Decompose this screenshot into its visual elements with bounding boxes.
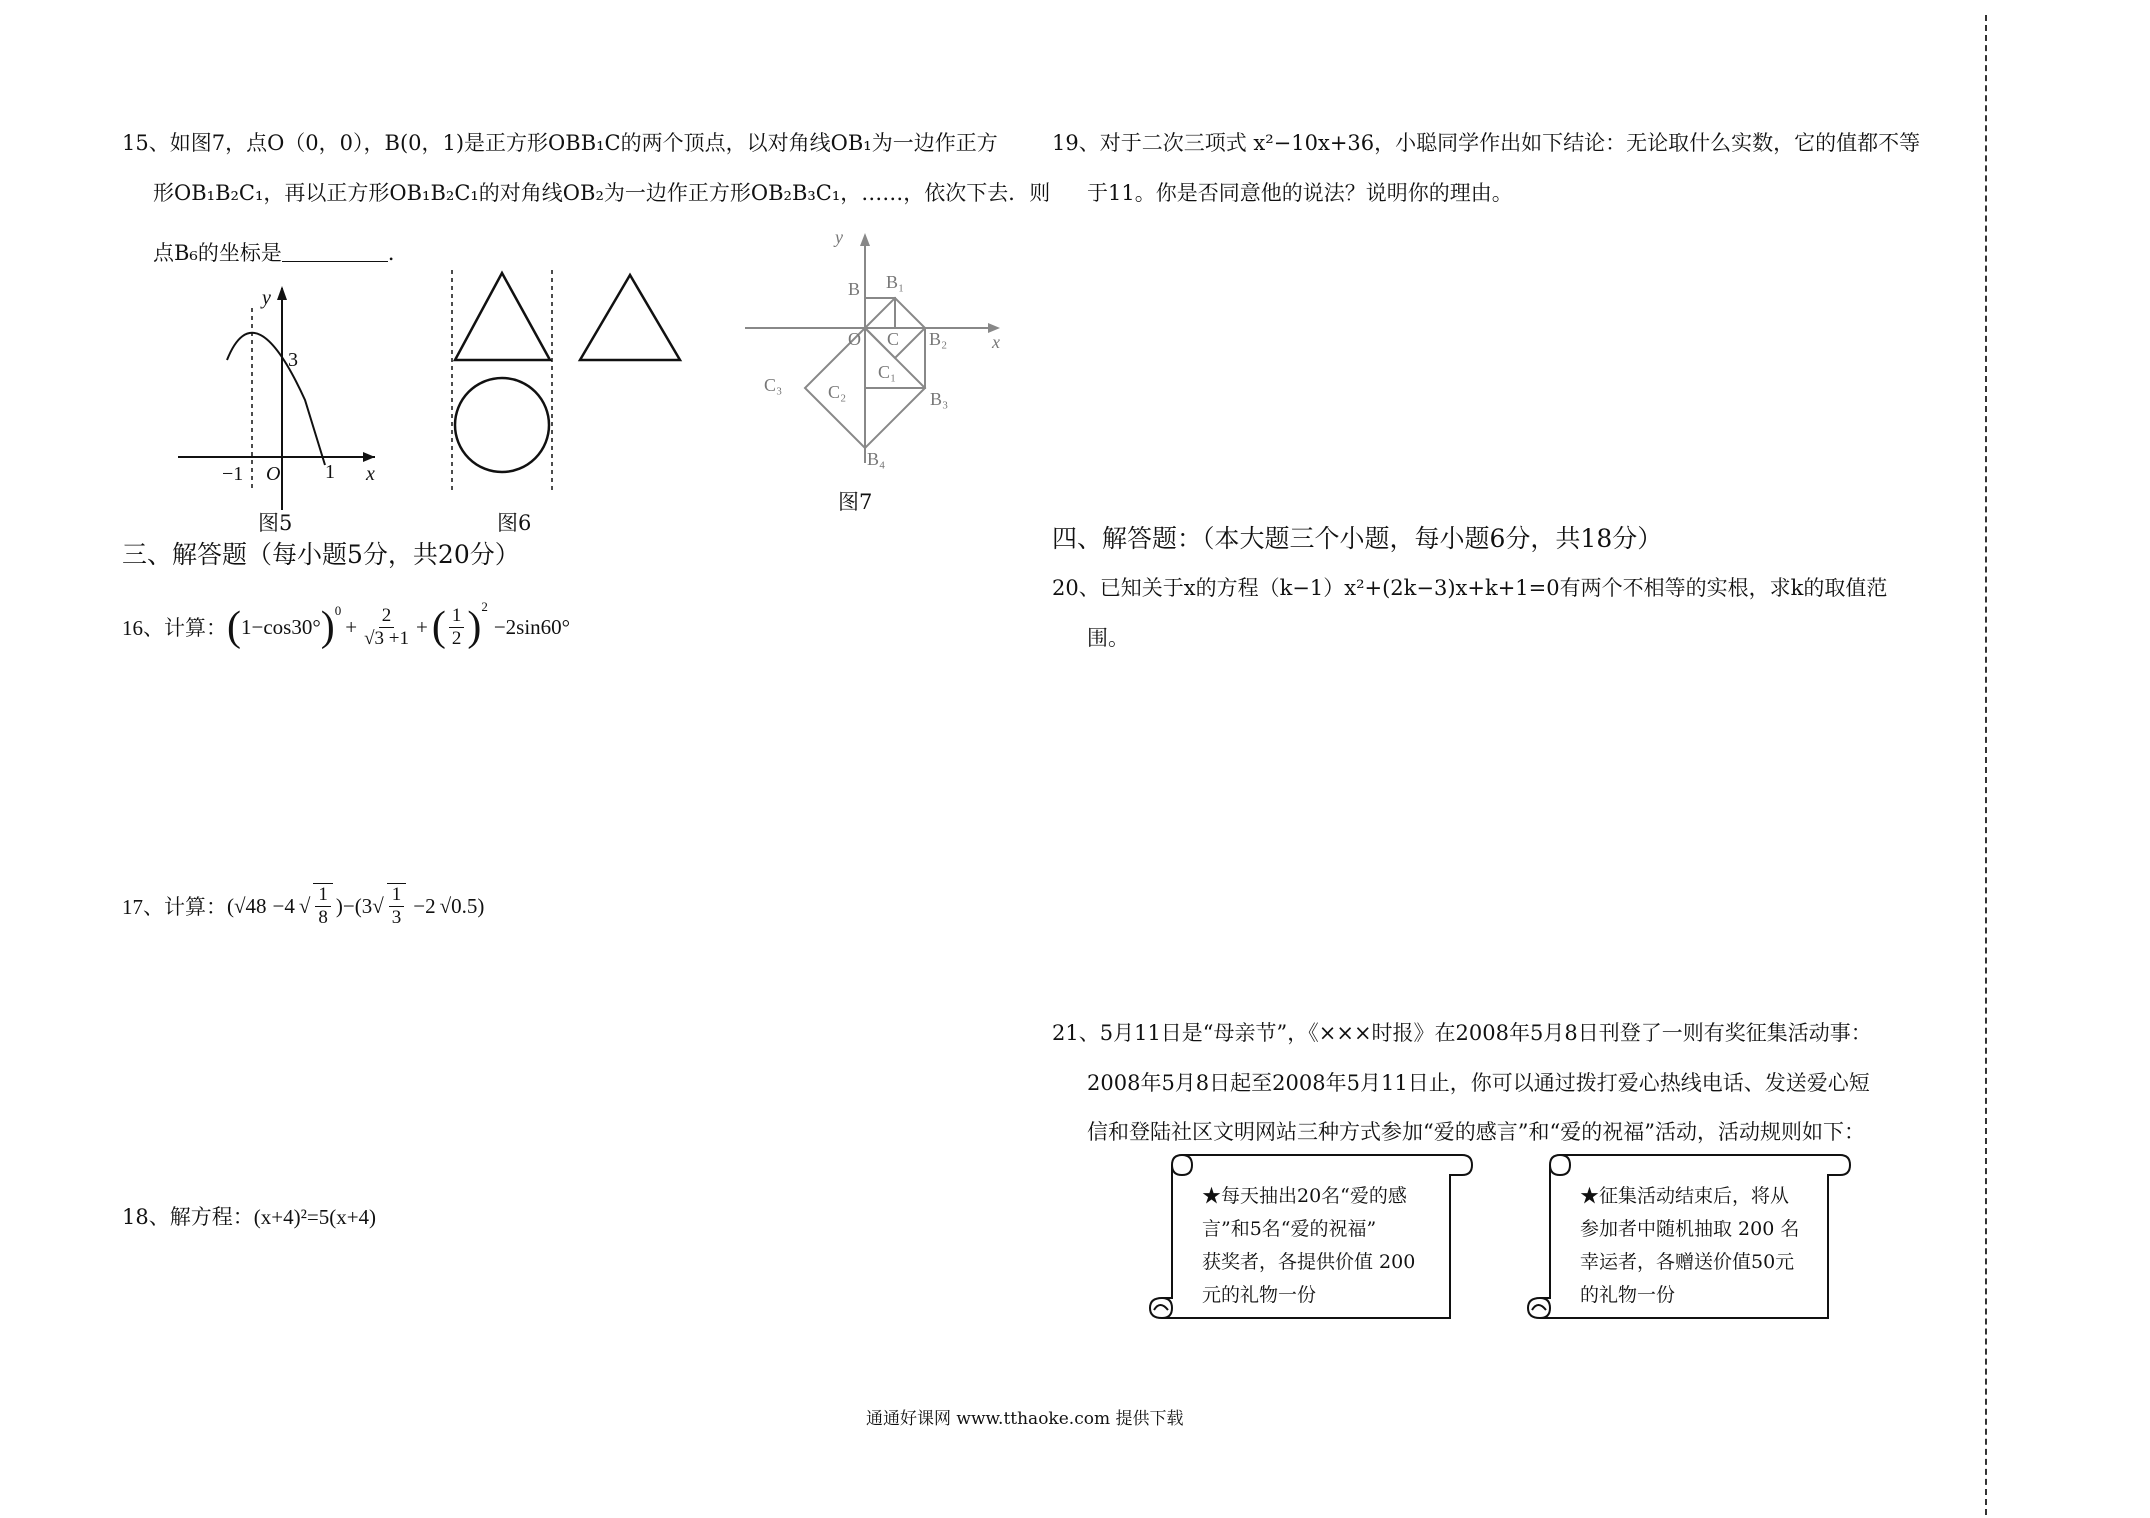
scroll-2-line: 的礼物一份 — [1580, 1284, 1676, 1306]
figure-7-squares — [740, 228, 1010, 468]
q17-root-half: √0.5 — [439, 893, 478, 918]
fig5-three-label: 3 — [288, 349, 298, 371]
q16-term-a: 1−cos30° — [241, 614, 321, 639]
q21-line3: 信和登陆社区文明网站三种方式参加“爱的感言”和“爱的祝福”活动，活动规则如下： — [1087, 1120, 1865, 1144]
y-axis-arrow — [860, 233, 870, 246]
q17-minus-2: −2 — [413, 893, 436, 918]
q16-paren2-open: ( — [431, 604, 446, 650]
q15-line3-end: ． — [387, 241, 409, 265]
q16-tail: −2sin60° — [493, 614, 571, 639]
fig7-label-B1: B₁ — [886, 272, 905, 292]
q17-minus-4: −4 — [272, 893, 295, 918]
scroll-1-text — [1202, 1180, 1415, 1312]
fold-line — [1985, 15, 1987, 1515]
q18-expression: (x+4)²=5(x+4) — [253, 1205, 377, 1229]
q20-line1: 20、已知关于x的方程（k−1）x²+(2k−3)x+k+1=0有两个不相等的实根，求k的取值范 — [1052, 576, 1888, 600]
q15-line3 — [153, 243, 409, 264]
x-axis-arrow — [363, 452, 375, 462]
fig7-label-C: C — [887, 329, 900, 349]
figure-5-caption: 图5 — [258, 511, 293, 535]
figure-5-graph — [170, 280, 390, 530]
q17-fraction-1-num: 1 — [315, 884, 331, 907]
q17-middle: )−(3 — [335, 893, 373, 918]
q16-plus-2: + — [415, 614, 428, 639]
triangle-side — [580, 275, 680, 360]
circle-top — [455, 378, 549, 472]
q21-line1: 21、5月11日是“母亲节”，《×××时报》在2008年5月8日刊登了一则有奖征集活动事： — [1052, 1021, 1872, 1045]
y-axis-arrow — [277, 286, 287, 300]
q16-fraction-1-num: 2 — [379, 605, 395, 628]
q17-open-paren: ( — [227, 893, 234, 918]
scroll-2-text — [1580, 1180, 1799, 1312]
q16-plus-1: + — [345, 614, 358, 639]
q16-expression — [122, 597, 570, 657]
q18-label: 18、解方程： — [122, 1205, 254, 1229]
q16-exp-0: 0 — [334, 603, 342, 618]
q17-fraction-1-den: 8 — [318, 907, 328, 928]
q17-fraction-1 — [313, 883, 333, 929]
fig7-label-C2: C₂ — [828, 382, 847, 402]
q16-exp-2: 2 — [481, 599, 488, 614]
q17-root-48: √48 — [234, 893, 267, 918]
fig7-label-C1: C₁ — [878, 362, 897, 382]
q16-paren-open: ( — [227, 604, 241, 650]
fig7-label-C3: C₃ — [764, 375, 783, 395]
q16-fraction-2-den: 2 — [451, 627, 462, 649]
scroll-1-line: 言”和5名“爱的祝福” — [1202, 1218, 1377, 1240]
q20-line2: 围。 — [1087, 626, 1129, 650]
q16-paren-close: ) — [320, 604, 335, 650]
figure-6 — [440, 265, 690, 495]
fig7-label-B4: B₄ — [867, 449, 886, 469]
q16-fraction-1-den: √3 +1 — [364, 627, 409, 649]
q15-line3-text: 点B₆的坐标是 — [153, 241, 282, 265]
parabola-curve — [227, 333, 325, 465]
fig7-label-B2: B₂ — [929, 329, 948, 349]
q16-fraction-2-num: 1 — [449, 605, 465, 628]
fig7-label-B: B — [848, 279, 861, 299]
fig5-origin: O — [266, 463, 281, 485]
q17-fraction-2 — [387, 883, 407, 929]
q17-fraction-2-num: 1 — [389, 884, 405, 907]
q16-paren2-close: ) — [467, 604, 482, 650]
scroll-2-line: ★征集活动结束后，将从 — [1580, 1185, 1790, 1207]
q19-line2: 于11。你是否同意他的说法？说明你的理由。 — [1087, 181, 1513, 205]
scroll-1-line: 元的礼物一份 — [1202, 1284, 1317, 1306]
figure-6-caption: 图6 — [497, 511, 532, 535]
figure-5 — [170, 280, 390, 530]
triangle-front — [455, 273, 550, 360]
q21-line2: 2008年5月8日起至2008年5月11日止，你可以通过拨打爱心热线电话、发送爱心短 — [1087, 1071, 1870, 1095]
section-3-heading: 三、解答题（每小题5分，共20分） — [122, 540, 520, 569]
figure-7-caption: 图7 — [838, 490, 873, 514]
q17-fraction-2-den: 3 — [391, 907, 402, 928]
scroll-rule-1 — [1140, 1150, 1480, 1330]
q17-close-paren: ) — [477, 893, 485, 918]
fig5-one: 1 — [325, 461, 335, 483]
scroll-1-line: ★每天抽出20名“爱的感 — [1202, 1185, 1407, 1207]
fig7-x-label: x — [992, 332, 1000, 352]
fig5-y-label: y — [262, 287, 271, 309]
q16-fraction-1 — [364, 605, 409, 650]
fig7-label-B3: B₃ — [930, 389, 949, 409]
q15-line1: 15、如图7，点O（0，0），B(0，1)是正方形OBB₁C的两个顶点，以对角线OB₁为一边作正方 — [122, 131, 998, 155]
q16-fraction-2 — [449, 605, 465, 650]
answer-blank[interactable] — [282, 243, 388, 262]
figure-7 — [740, 228, 1010, 468]
scroll-2-line: 幸运者，各赠送价值50元 — [1580, 1251, 1795, 1273]
section-4-heading: 四、解答题：（本大题三个小题，每小题6分，共18分） — [1052, 524, 1663, 553]
q17-expression: 17、计算： ( √48 −4 √ $\frac{1}{8}$ )−(3 √ $\frac{1}{3}$ −2 √0.5 ) — [122, 884, 485, 928]
q16-label: 16、计算： — [122, 616, 227, 640]
fig5-minus-one: −1 — [222, 463, 244, 485]
fig5-x-label: x — [366, 463, 375, 485]
q17-label: 17、计算： — [122, 895, 227, 919]
q15-line2: 形OB₁B₂C₁，再以正方形OB₁B₂C₁的对角线OB₂为一边作正方形OB₂B₃C₁，……，依次下去．则 — [153, 181, 1051, 205]
fig7-label-O: O — [848, 329, 861, 349]
q19-line1: 19、对于二次三项式 x²−10x+36，小聪同学作出如下结论：无论取什么实数，它的值都不等 — [1052, 131, 1921, 155]
fig7-y-label: y — [835, 227, 843, 247]
scroll-2-line: 参加者中随机抽取 200 名 — [1580, 1218, 1800, 1240]
scroll-1-line: 获奖者，各提供价值 200 — [1202, 1251, 1416, 1273]
figure-6-shapes — [440, 265, 690, 495]
footer: 通通好课网 www.tthaoke.com 提供下载 — [866, 1409, 1184, 1429]
q18-line — [122, 1207, 376, 1228]
scroll-rule-2 — [1518, 1150, 1858, 1330]
